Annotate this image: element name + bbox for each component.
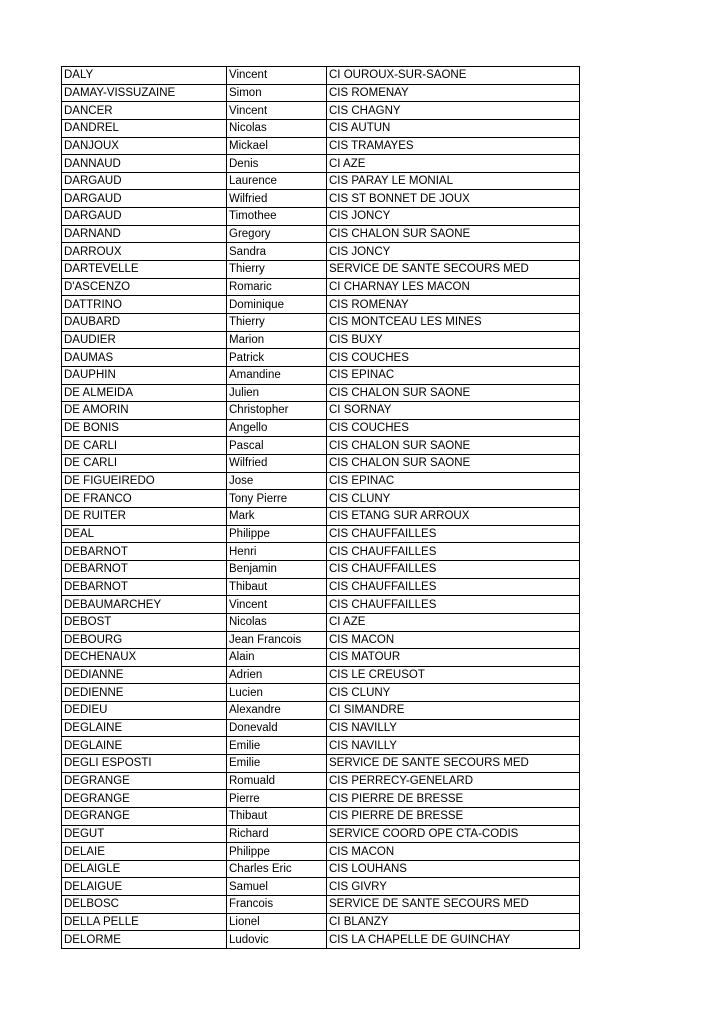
unit-cell: CIS CHAGNY: [327, 102, 580, 120]
first-name-cell: Dominique: [227, 296, 327, 314]
table-row: [62, 878, 580, 896]
unit-cell: CIS TRAMAYES: [327, 137, 580, 155]
first-name-cell: Mark: [227, 508, 327, 526]
first-name-cell: Richard: [227, 825, 327, 843]
first-name-cell: Benjamin: [227, 560, 327, 578]
last-name-cell: DEGRANGE: [62, 772, 227, 790]
unit-cell: CIS ROMENAY: [327, 84, 580, 102]
table-row: [62, 419, 580, 437]
last-name-cell: DEGLI ESPOSTI: [62, 754, 227, 772]
table-row: [62, 349, 580, 367]
first-name-cell: Christopher: [227, 402, 327, 420]
unit-cell: CIS CHALON SUR SAONE: [327, 384, 580, 402]
unit-cell: CIS JONCY: [327, 243, 580, 261]
table-row: [62, 172, 580, 190]
last-name-cell: DAMAY-VISSUZAINE: [62, 84, 227, 102]
first-name-cell: Denis: [227, 155, 327, 173]
table-row: [62, 807, 580, 825]
first-name-cell: Mickael: [227, 137, 327, 155]
unit-cell: SERVICE COORD OPE CTA-CODIS: [327, 825, 580, 843]
table-row: [62, 772, 580, 790]
unit-cell: SERVICE DE SANTE SECOURS MED: [327, 896, 580, 914]
last-name-cell: DEBOST: [62, 613, 227, 631]
unit-cell: CIS ST BONNET DE JOUX: [327, 190, 580, 208]
unit-cell: CIS CHAUFFAILLES: [327, 596, 580, 614]
table-row: [62, 278, 580, 296]
unit-cell: CIS LOUHANS: [327, 860, 580, 878]
last-name-cell: DEBAUMARCHEY: [62, 596, 227, 614]
unit-cell: SERVICE DE SANTE SECOURS MED: [327, 261, 580, 279]
table-row: [62, 490, 580, 508]
last-name-cell: DEBOURG: [62, 631, 227, 649]
table-row: [62, 508, 580, 526]
unit-cell: CIS CHAUFFAILLES: [327, 543, 580, 561]
table-row: [62, 208, 580, 226]
unit-cell: CIS CHALON SUR SAONE: [327, 437, 580, 455]
table-row: [62, 119, 580, 137]
last-name-cell: D'ASCENZO: [62, 278, 227, 296]
last-name-cell: DE CARLI: [62, 455, 227, 473]
first-name-cell: Thibaut: [227, 578, 327, 596]
table-row: [62, 190, 580, 208]
table-row: [62, 525, 580, 543]
unit-cell: CIS CHAUFFAILLES: [327, 578, 580, 596]
table-row: [62, 455, 580, 473]
table-row: [62, 860, 580, 878]
unit-cell: CI BLANZY: [327, 913, 580, 931]
table-row: [62, 437, 580, 455]
table-row: [62, 261, 580, 279]
unit-cell: CIS EPINAC: [327, 366, 580, 384]
table-row: [62, 560, 580, 578]
table-row: [62, 543, 580, 561]
first-name-cell: Simon: [227, 84, 327, 102]
last-name-cell: DE FIGUEIREDO: [62, 472, 227, 490]
unit-cell: CIS PIERRE DE BRESSE: [327, 790, 580, 808]
first-name-cell: Alexandre: [227, 702, 327, 720]
first-name-cell: Jose: [227, 472, 327, 490]
table-row: [62, 225, 580, 243]
last-name-cell: DALY: [62, 67, 227, 85]
first-name-cell: Romuald: [227, 772, 327, 790]
table-row: [62, 472, 580, 490]
last-name-cell: DEBARNOT: [62, 543, 227, 561]
personnel-table: [61, 66, 580, 949]
table-row: [62, 296, 580, 314]
table-row: [62, 613, 580, 631]
first-name-cell: Thibaut: [227, 807, 327, 825]
unit-cell: CIS COUCHES: [327, 349, 580, 367]
last-name-cell: DE CARLI: [62, 437, 227, 455]
last-name-cell: DE AMORIN: [62, 402, 227, 420]
table-row: [62, 155, 580, 173]
last-name-cell: DEDIANNE: [62, 666, 227, 684]
table-row: [62, 649, 580, 667]
last-name-cell: DE ALMEIDA: [62, 384, 227, 402]
last-name-cell: DEDIENNE: [62, 684, 227, 702]
first-name-cell: Vincent: [227, 102, 327, 120]
last-name-cell: DE FRANCO: [62, 490, 227, 508]
table-row: [62, 137, 580, 155]
first-name-cell: Francois: [227, 896, 327, 914]
last-name-cell: DEBARNOT: [62, 578, 227, 596]
table-row: [62, 384, 580, 402]
unit-cell: CIS NAVILLY: [327, 737, 580, 755]
table-row: [62, 790, 580, 808]
first-name-cell: Pascal: [227, 437, 327, 455]
first-name-cell: Timothee: [227, 208, 327, 226]
unit-cell: CI SORNAY: [327, 402, 580, 420]
unit-cell: CI AZE: [327, 613, 580, 631]
last-name-cell: DAUMAS: [62, 349, 227, 367]
table-row: [62, 666, 580, 684]
last-name-cell: DELBOSC: [62, 896, 227, 914]
last-name-cell: DELAIE: [62, 843, 227, 861]
table-row: [62, 102, 580, 120]
first-name-cell: Ludovic: [227, 931, 327, 949]
last-name-cell: DATTRINO: [62, 296, 227, 314]
table-row: [62, 843, 580, 861]
first-name-cell: Wilfried: [227, 455, 327, 473]
first-name-cell: Adrien: [227, 666, 327, 684]
last-name-cell: DELAIGLE: [62, 860, 227, 878]
table-row: [62, 402, 580, 420]
first-name-cell: Donevald: [227, 719, 327, 737]
unit-cell: CIS NAVILLY: [327, 719, 580, 737]
table-row: [62, 931, 580, 949]
last-name-cell: DARNAND: [62, 225, 227, 243]
last-name-cell: DANNAUD: [62, 155, 227, 173]
last-name-cell: DELAIGUE: [62, 878, 227, 896]
unit-cell: CIS CHALON SUR SAONE: [327, 455, 580, 473]
unit-cell: CIS GIVRY: [327, 878, 580, 896]
first-name-cell: Emilie: [227, 754, 327, 772]
last-name-cell: DANJOUX: [62, 137, 227, 155]
last-name-cell: DE BONIS: [62, 419, 227, 437]
first-name-cell: Nicolas: [227, 613, 327, 631]
table-row: [62, 84, 580, 102]
first-name-cell: Emilie: [227, 737, 327, 755]
last-name-cell: DARGAUD: [62, 172, 227, 190]
first-name-cell: Thierry: [227, 261, 327, 279]
unit-cell: CIS ROMENAY: [327, 296, 580, 314]
unit-cell: CIS ETANG SUR ARROUX: [327, 508, 580, 526]
unit-cell: CIS COUCHES: [327, 419, 580, 437]
first-name-cell: Samuel: [227, 878, 327, 896]
unit-cell: CIS CHAUFFAILLES: [327, 525, 580, 543]
last-name-cell: DELORME: [62, 931, 227, 949]
unit-cell: CIS PERRECY-GENELARD: [327, 772, 580, 790]
unit-cell: CIS BUXY: [327, 331, 580, 349]
last-name-cell: DEDIEU: [62, 702, 227, 720]
last-name-cell: DANCER: [62, 102, 227, 120]
table-row: [62, 578, 580, 596]
first-name-cell: Patrick: [227, 349, 327, 367]
table-row: [62, 754, 580, 772]
last-name-cell: DANDREL: [62, 119, 227, 137]
first-name-cell: Charles Eric: [227, 860, 327, 878]
first-name-cell: Lucien: [227, 684, 327, 702]
unit-cell: CIS MACON: [327, 843, 580, 861]
first-name-cell: Wilfried: [227, 190, 327, 208]
first-name-cell: Pierre: [227, 790, 327, 808]
first-name-cell: Henri: [227, 543, 327, 561]
unit-cell: CI OUROUX-SUR-SAONE: [327, 67, 580, 85]
personnel-table-body: [62, 67, 580, 949]
first-name-cell: Marion: [227, 331, 327, 349]
first-name-cell: Romaric: [227, 278, 327, 296]
table-row: [62, 737, 580, 755]
table-row: [62, 67, 580, 85]
first-name-cell: Philippe: [227, 843, 327, 861]
last-name-cell: DEGRANGE: [62, 807, 227, 825]
last-name-cell: DELLA PELLE: [62, 913, 227, 931]
table-row: [62, 331, 580, 349]
unit-cell: CIS CLUNY: [327, 490, 580, 508]
first-name-cell: Thierry: [227, 313, 327, 331]
last-name-cell: DAUDIER: [62, 331, 227, 349]
last-name-cell: DEGLAINE: [62, 737, 227, 755]
unit-cell: CIS PARAY LE MONIAL: [327, 172, 580, 190]
first-name-cell: Angello: [227, 419, 327, 437]
table-row: [62, 896, 580, 914]
last-name-cell: DARGAUD: [62, 208, 227, 226]
first-name-cell: Vincent: [227, 596, 327, 614]
unit-cell: CIS CLUNY: [327, 684, 580, 702]
last-name-cell: DEGUT: [62, 825, 227, 843]
table-row: [62, 684, 580, 702]
first-name-cell: Tony Pierre: [227, 490, 327, 508]
last-name-cell: DARTEVELLE: [62, 261, 227, 279]
first-name-cell: Amandine: [227, 366, 327, 384]
table-row: [62, 366, 580, 384]
unit-cell: CI AZE: [327, 155, 580, 173]
table-row: [62, 719, 580, 737]
first-name-cell: Nicolas: [227, 119, 327, 137]
unit-cell: CIS MACON: [327, 631, 580, 649]
table-row: [62, 243, 580, 261]
unit-cell: CIS LE CREUSOT: [327, 666, 580, 684]
last-name-cell: DE RUITER: [62, 508, 227, 526]
unit-cell: CIS PIERRE DE BRESSE: [327, 807, 580, 825]
last-name-cell: DEBARNOT: [62, 560, 227, 578]
first-name-cell: Laurence: [227, 172, 327, 190]
last-name-cell: DARROUX: [62, 243, 227, 261]
first-name-cell: Gregory: [227, 225, 327, 243]
first-name-cell: Jean Francois: [227, 631, 327, 649]
last-name-cell: DECHENAUX: [62, 649, 227, 667]
unit-cell: CIS AUTUN: [327, 119, 580, 137]
last-name-cell: DEGLAINE: [62, 719, 227, 737]
table-row: [62, 913, 580, 931]
unit-cell: CIS LA CHAPELLE DE GUINCHAY: [327, 931, 580, 949]
first-name-cell: Vincent: [227, 67, 327, 85]
first-name-cell: Lionel: [227, 913, 327, 931]
table-row: [62, 825, 580, 843]
unit-cell: CIS CHAUFFAILLES: [327, 560, 580, 578]
unit-cell: CI SIMANDRE: [327, 702, 580, 720]
first-name-cell: Alain: [227, 649, 327, 667]
first-name-cell: Philippe: [227, 525, 327, 543]
unit-cell: CIS MATOUR: [327, 649, 580, 667]
unit-cell: CI CHARNAY LES MACON: [327, 278, 580, 296]
table-row: [62, 631, 580, 649]
unit-cell: SERVICE DE SANTE SECOURS MED: [327, 754, 580, 772]
table-row: [62, 702, 580, 720]
first-name-cell: Julien: [227, 384, 327, 402]
last-name-cell: DAUPHIN: [62, 366, 227, 384]
unit-cell: CIS MONTCEAU LES MINES: [327, 313, 580, 331]
last-name-cell: DEAL: [62, 525, 227, 543]
first-name-cell: Sandra: [227, 243, 327, 261]
last-name-cell: DEGRANGE: [62, 790, 227, 808]
unit-cell: CIS CHALON SUR SAONE: [327, 225, 580, 243]
table-row: [62, 313, 580, 331]
table-row: [62, 596, 580, 614]
unit-cell: CIS JONCY: [327, 208, 580, 226]
last-name-cell: DARGAUD: [62, 190, 227, 208]
last-name-cell: DAUBARD: [62, 313, 227, 331]
unit-cell: CIS EPINAC: [327, 472, 580, 490]
